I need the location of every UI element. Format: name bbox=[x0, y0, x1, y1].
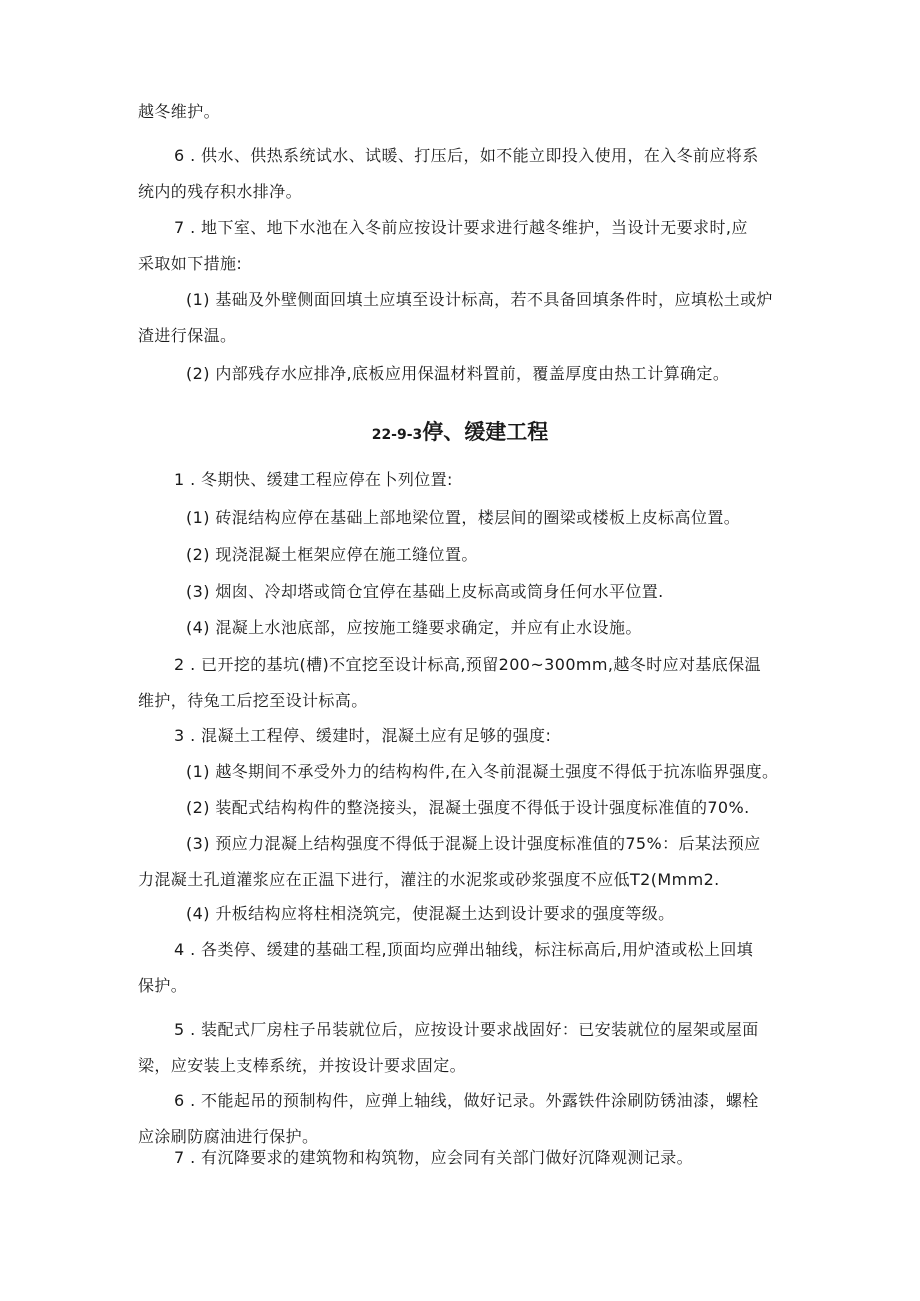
text-line: 6 . 供水、供热系统试水、试暖、打压后，如不能立即投入使用，在入冬前应将系 bbox=[174, 146, 759, 165]
paragraph-subitem-2-joint bbox=[138, 790, 786, 826]
section-number: 22-9-3 bbox=[371, 427, 423, 443]
text-line: 1 . 冬期快、缓建工程应停在卜列位置: bbox=[174, 470, 453, 489]
paragraph-subitem-1-masonry bbox=[138, 500, 786, 536]
section-heading bbox=[0, 414, 920, 453]
paragraph-subitem-4-lift-slab bbox=[138, 896, 786, 932]
text-line: 保护。 bbox=[138, 976, 188, 995]
text-line: (3) 预应力混凝上结构强度不得低于混凝上设计强度标准值的75%：后某法预应 bbox=[186, 834, 761, 853]
paragraph-item-5-assembled-plant bbox=[138, 1012, 786, 1084]
text-line: 维护，待兔工后挖至设计标高。 bbox=[138, 691, 368, 710]
text-line: 采取如下措施: bbox=[138, 254, 243, 273]
paragraph-item-3-concrete-strength bbox=[138, 718, 786, 754]
text-line: (2) 装配式结构构件的整浇接头，混凝土强度不得低于设计强度标准值的70%. bbox=[186, 798, 750, 817]
paragraph-subitem-1-backfill bbox=[138, 282, 786, 354]
text-line: 7 . 有沉降要求的建筑物和构筑物，应会同有关部门做好沉降观测记录。 bbox=[174, 1148, 694, 1167]
paragraph-item-7-basement bbox=[138, 210, 786, 282]
paragraph-subitem-4-pool bbox=[138, 610, 786, 646]
text-line: 6 . 不能起吊的预制构件，应弹上轴线，做好记录。外露铁件涂刷防锈油漆，螺栓 bbox=[174, 1091, 759, 1110]
text-line: 统内的残存积水排净。 bbox=[138, 182, 303, 201]
text-line: (2) 内部残存水应排净,底板应用保温材料置前，覆盖厚度由热工计算确定。 bbox=[186, 364, 730, 383]
paragraph-item-6-water-heating bbox=[138, 138, 786, 210]
text-line: 2 . 已开挖的基坑(槽)不宜挖至设计标高,预留200~300mm,越冬时应对基底保温 bbox=[174, 655, 761, 674]
text-line: 应涂刷防腐油进行保护。 bbox=[138, 1127, 319, 1146]
text-line: (3) 烟囱、冷却塔或筒仓宜停在基础上皮标高或筒身任何水平位置. bbox=[186, 582, 664, 601]
paragraph-subitem-1-winter bbox=[138, 754, 786, 790]
text-line: (1) 砖混结构应停在基础上部地梁位置，楼层间的圈梁或楼板上皮标高位置。 bbox=[186, 508, 741, 527]
text-line: 3 . 混凝土工程停、缓建时，混凝土应有足够的强度: bbox=[174, 726, 552, 745]
text-line: 7 . 地下室、地下水池在入冬前应按设计要求进行越冬维护，当设计无要求时,应 bbox=[174, 218, 748, 237]
text-line: 梁，应安装上支棒系统，并按设计要求固定。 bbox=[138, 1056, 467, 1075]
text-line: 渣进行保温。 bbox=[138, 326, 237, 345]
section-title: 停、缓建工程 bbox=[422, 420, 549, 444]
paragraph-item-7-settlement bbox=[138, 1140, 786, 1176]
paragraph-item-2-foundation-pit bbox=[138, 647, 786, 719]
paragraph-item-4-foundation-works bbox=[138, 932, 786, 1004]
paragraph-continuation bbox=[138, 94, 786, 130]
text-line: (1) 基础及外壁侧面回填土应填至设计标高，若不具备回填条件时，应填松土或炉 bbox=[186, 290, 773, 309]
text-line: (4) 混凝上水池底部，应按施工缝要求确定，并应有止水设施。 bbox=[186, 618, 642, 637]
paragraph-subitem-2-frame bbox=[138, 537, 786, 573]
paragraph-subitem-2-drain bbox=[138, 356, 786, 392]
text-line: (2) 现浇混凝土框架应停在施工缝位置。 bbox=[186, 545, 478, 564]
text-line: 力混凝土孔道灌浆应在正温下进行，灌注的水泥浆或砂浆强度不应低T2(Mmm2. bbox=[138, 870, 720, 889]
text-line: (1) 越冬期间不承受外力的结构构件,在入冬前混凝土强度不得低于抗冻临界强度。 bbox=[186, 762, 779, 781]
text-line: 4 . 各类停、缓建的基础工程,顶面均应弹出轴线，标注标高后,用炉渣或松上回填 bbox=[174, 940, 754, 959]
text-line: 5 . 装配式厂房柱子吊装就位后，应按设计要求战固好：已安装就位的屋架或屋面 bbox=[174, 1020, 759, 1039]
paragraph-subitem-3-chimney bbox=[138, 574, 786, 610]
paragraph-subitem-3-prestressed bbox=[138, 826, 786, 898]
text-line: 越冬维护。 bbox=[138, 102, 221, 121]
text-line: (4) 升板结构应将柱相浇筑完，使混凝土达到设计要求的强度等级。 bbox=[186, 904, 675, 923]
paragraph-item-1-stop-positions bbox=[138, 462, 786, 498]
